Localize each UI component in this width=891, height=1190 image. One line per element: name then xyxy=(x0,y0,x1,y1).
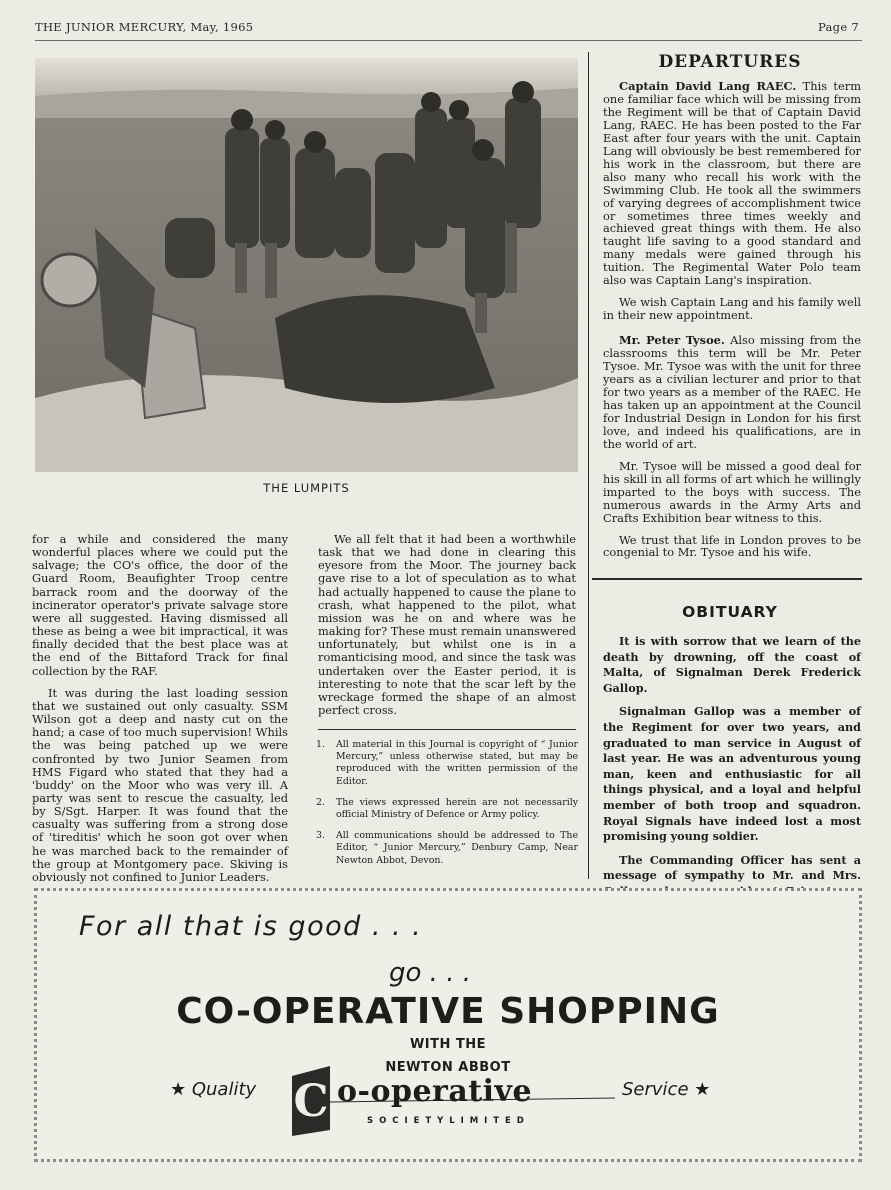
lang-paragraph-2: We wish Captain Lang and his family well in their new appointment. xyxy=(603,295,861,323)
notes-rule xyxy=(318,729,576,730)
note-item xyxy=(316,739,578,788)
note-number: 3. xyxy=(316,830,325,842)
note-item xyxy=(316,830,578,867)
obituary-title: OBITUARY xyxy=(682,603,778,621)
departures-column xyxy=(603,80,861,568)
obituary-paragraph-2: Signalman Gallop was a member of the Regiment for over two years, and graduated to man service in August of last year. He was an adventurous young man, keen and enthusiastic for all things physical, and a loyal and helpful member of both troop and squadron. Royal Signals have indeed lost a most promising young soldier. xyxy=(603,704,861,844)
departures-title: DEPARTURES xyxy=(658,52,802,72)
tysoe-paragraph-2: Mr. Tysoe will be missed a good deal for his skill in all forms of art which he willingly imparted to the boys with success. The numerous awards in the Army Arts and Crafts Exhibition bear witness to this. xyxy=(603,458,861,525)
note-number: 1. xyxy=(316,739,325,750)
lang-name: Captain David Lang RAEC. xyxy=(619,79,797,93)
co-op-advertisement xyxy=(34,888,862,1162)
lang-paragraph-1 xyxy=(603,80,861,287)
header-rule xyxy=(35,40,862,41)
obituary-column xyxy=(603,634,861,923)
obituary-paragraph-3: The Commanding Officer has sent a message of sympathy to Mr. and Mrs. xyxy=(603,852,861,883)
journal-notes xyxy=(316,739,578,876)
note-text: The views expressed herein are not necessarily official Ministry of Defence or Army policy. xyxy=(336,796,578,821)
logo-subtitle: S O C I E T Y L I M I T E D xyxy=(367,1116,524,1126)
logo-c-letter: C xyxy=(293,1076,329,1127)
ad-tagline: For all that is good . . . xyxy=(79,911,423,942)
note-text: All material in this Journal is copyright of “ Junior Mercury,” unless otherwise stated, but may be reproduced with the written permission of the Editor. xyxy=(336,739,578,787)
col1-paragraph-1: for a while and considered the many wonderful places where we could put the salvage; the CO's office, the door of the Guard Room, Beaufighter Troop centre barrack room and the doorway of the incinerator operator's private salvage store were all suggested. Having dismissed all these as being a wee bit impractical, it was finally decided that the best place was at the end of the Bittaford Track for final collection by the RAF. xyxy=(32,532,288,678)
running-header: THE JUNIOR MERCURY, May, 1965 xyxy=(35,20,254,34)
article-column-1 xyxy=(32,533,288,893)
photo-caption: THE LUMPITS xyxy=(263,481,350,495)
logo-wordmark: o-operative xyxy=(337,1074,533,1109)
note-number: 2. xyxy=(316,796,325,808)
ad-go: go . . . xyxy=(389,958,471,988)
tysoe-paragraph-1 xyxy=(603,334,861,451)
tysoe-paragraph-3: We trust that life in London proves to be congenial to Mr. Tysoe and his wife. xyxy=(603,532,861,560)
column-divider xyxy=(588,52,589,879)
tysoe-name: Mr. Peter Tysoe. xyxy=(619,333,725,348)
ad-service: Service ★ xyxy=(622,1079,711,1100)
photo-illustration xyxy=(35,58,578,472)
lumpits-photo xyxy=(35,58,578,472)
obituary-paragraph-1: It is with sorrow that we learn of the death by drowning, off the coast of Malta, of Signalman Derek Frederick Gallop. xyxy=(603,634,861,695)
note-item xyxy=(316,797,578,821)
ad-with-the: WITH THE xyxy=(409,1037,487,1052)
col1-paragraph-2: It was during the last loading session that we sustained out only casualty. SSM Wilson got a deep and nasty cut on the hand; a case of too much supervision! Whils the was being patched up we were confronted by two Junior Seamen from HMS Figard who stated that they had a 'buddy' on the Moor who was very ill. A party was sent to rescue the casualty, led by S/Sgt. Harper. It was found that the casualty was suffering from a strong dose of 'tireditis' which he soon got over when he was marched back to the remainder of the group at Montgomery pace. Skiving is obviously not confined to Junior Leaders. xyxy=(32,685,288,884)
ad-society-name: NEWTON ABBOT xyxy=(385,1060,511,1075)
tysoe-text: Also missing from the classrooms this term will be Mr. Peter Tysoe. Mr. Tysoe was with the unit for three years as a civilian lecturer and prior to that for two years as a member of the RAEC. He has taken up an appointment at the Council for Industrial Design in London for his first love, and indeed his qualifications, are in the world of art. xyxy=(603,333,861,451)
page-number: Page 7 xyxy=(818,20,860,34)
lang-text: This term one familiar face which will be missing from the Regiment will be that of Captain David Lang, RAEC. He has been posted to the Far East after four years with the unit. Captain Lang will obviously be best remembered for his work in the classroom, but there are also many who recall his work with the Swimming Club. He took all the swimmers of varying degrees of accomplishment twice or sometimes three times weekly and achieved great things with them. He also taught life saving to a good standard and many medals were gained through his tuition. The Regimental Water Polo team also was Captain Lang's inspiration. xyxy=(603,79,861,288)
col2-paragraph-1: We all felt that it had been a worthwhile task that we had done in clearing this eyesore from the Moor. The journey back gave rise to a lot of speculation as to what had actually happened to cause the plane to crash, what happened to the pilot, what mission was he on and where was he making for? These must remain unanswered unfortunately, but whilst one is in a romanticising mood, and since the task was undertaken over the Easter period, it is interesting to note that the scar left by the wreckage formed the shape of an almost perfect cross. xyxy=(318,532,576,718)
note-text: All communications should be addressed to The Editor, “ Junior Mercury,” Denbury Camp, Near Newton Abbot, Devon. xyxy=(336,830,578,866)
ad-quality: ★ Quality xyxy=(170,1079,257,1100)
article-column-2 xyxy=(318,533,576,726)
ad-headline: CO-OPERATIVE SHOPPING xyxy=(176,991,720,1032)
section-rule xyxy=(592,578,862,580)
